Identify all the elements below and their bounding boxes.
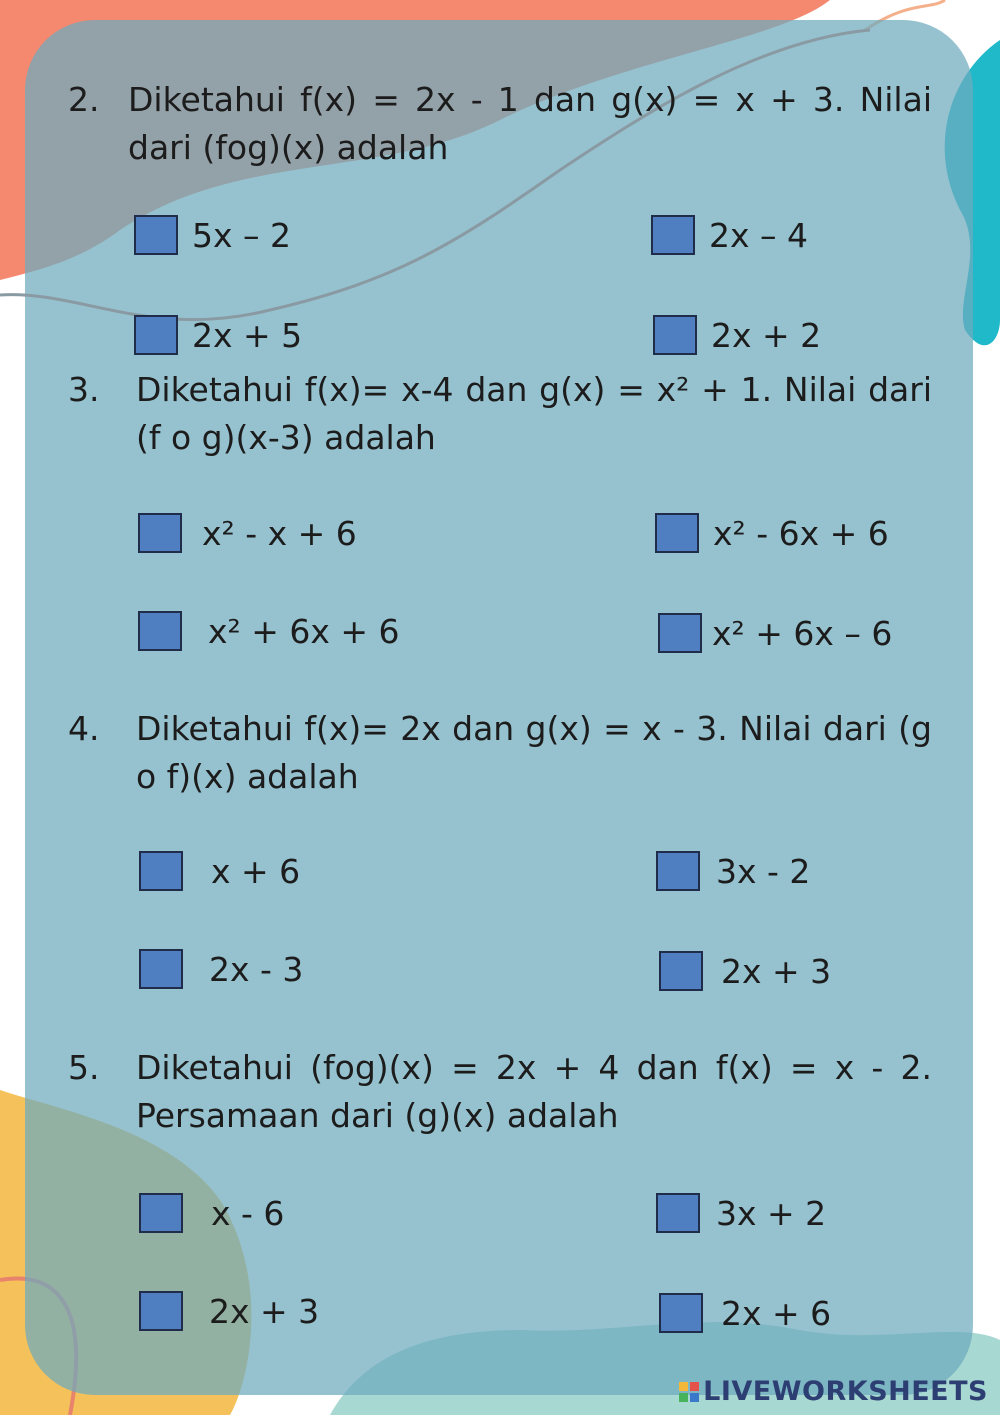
checkbox[interactable] — [656, 851, 700, 891]
question-text: Diketahui f(x) = 2x - 1 dan g(x) = x + 3. Nilai dari (fog)(x) adalah — [128, 80, 932, 167]
answer-option[interactable] — [659, 948, 831, 994]
answer-option[interactable] — [138, 510, 357, 556]
checkbox[interactable] — [655, 513, 699, 553]
option-label: 3x + 2 — [716, 1193, 827, 1233]
answer-option[interactable] — [134, 312, 302, 358]
question-text: Diketahui (fog)(x) = 2x + 4 dan f(x) = x - 2. Persamaan dari (g)(x) adalah — [136, 1048, 932, 1135]
option-label: 2x - 3 — [209, 949, 304, 989]
answer-option[interactable] — [139, 848, 300, 894]
answer-option[interactable] — [139, 1288, 319, 1334]
option-label: 2x – 4 — [709, 215, 808, 255]
checkbox[interactable] — [659, 951, 703, 991]
answer-option[interactable] — [134, 212, 291, 258]
checkbox[interactable] — [656, 1193, 700, 1233]
option-label: 2x + 5 — [192, 315, 303, 355]
answer-option[interactable] — [651, 212, 808, 258]
checkbox[interactable] — [139, 949, 183, 989]
answer-option[interactable] — [656, 848, 810, 894]
answer-option[interactable] — [658, 610, 892, 656]
question-4 — [68, 705, 932, 801]
answer-option[interactable] — [659, 1290, 831, 1336]
answer-option[interactable] — [138, 608, 400, 654]
option-label: 2x + 3 — [721, 951, 832, 991]
question-text: Diketahui f(x)= x-4 dan g(x) = x² + 1. Nilai dari (f o g)(x-3) adalah — [136, 370, 932, 457]
answer-option[interactable] — [653, 312, 821, 358]
question-number: 2. — [68, 80, 100, 119]
option-label: 2x + 3 — [209, 1291, 320, 1331]
answer-option[interactable] — [139, 1190, 284, 1236]
checkbox[interactable] — [651, 215, 695, 255]
option-label: x² - x + 6 — [202, 513, 357, 553]
question-2 — [68, 76, 932, 172]
checkbox[interactable] — [653, 315, 697, 355]
question-5 — [68, 1044, 932, 1140]
option-label: x² + 6x + 6 — [208, 611, 400, 651]
option-label: 2x + 6 — [721, 1293, 832, 1333]
checkbox[interactable] — [138, 513, 182, 553]
checkbox[interactable] — [658, 613, 702, 653]
question-number: 4. — [68, 709, 100, 748]
option-label: 2x + 2 — [711, 315, 822, 355]
option-label: 3x - 2 — [716, 851, 811, 891]
logo-mark-icon — [679, 1382, 699, 1402]
answer-option[interactable] — [655, 510, 889, 556]
option-label: x - 6 — [211, 1193, 285, 1233]
checkbox[interactable] — [139, 851, 183, 891]
option-label: x² + 6x – 6 — [712, 613, 893, 653]
liveworksheets-logo — [679, 1376, 988, 1407]
checkbox[interactable] — [139, 1291, 183, 1331]
option-label: 5x – 2 — [192, 215, 291, 255]
question-3 — [68, 366, 932, 462]
checkbox[interactable] — [134, 315, 178, 355]
logo-text: LIVEWORKSHEETS — [703, 1376, 988, 1407]
answer-option[interactable] — [139, 946, 303, 992]
option-label: x + 6 — [211, 851, 301, 891]
option-label: x² - 6x + 6 — [713, 513, 889, 553]
question-number: 5. — [68, 1048, 100, 1087]
checkbox[interactable] — [134, 215, 178, 255]
checkbox[interactable] — [659, 1293, 703, 1333]
checkbox[interactable] — [139, 1193, 183, 1233]
checkbox[interactable] — [138, 611, 182, 651]
question-number: 3. — [68, 370, 100, 409]
question-text: Diketahui f(x)= 2x dan g(x) = x - 3. Nilai dari (g o f)(x) adalah — [136, 709, 932, 796]
answer-option[interactable] — [656, 1190, 826, 1236]
